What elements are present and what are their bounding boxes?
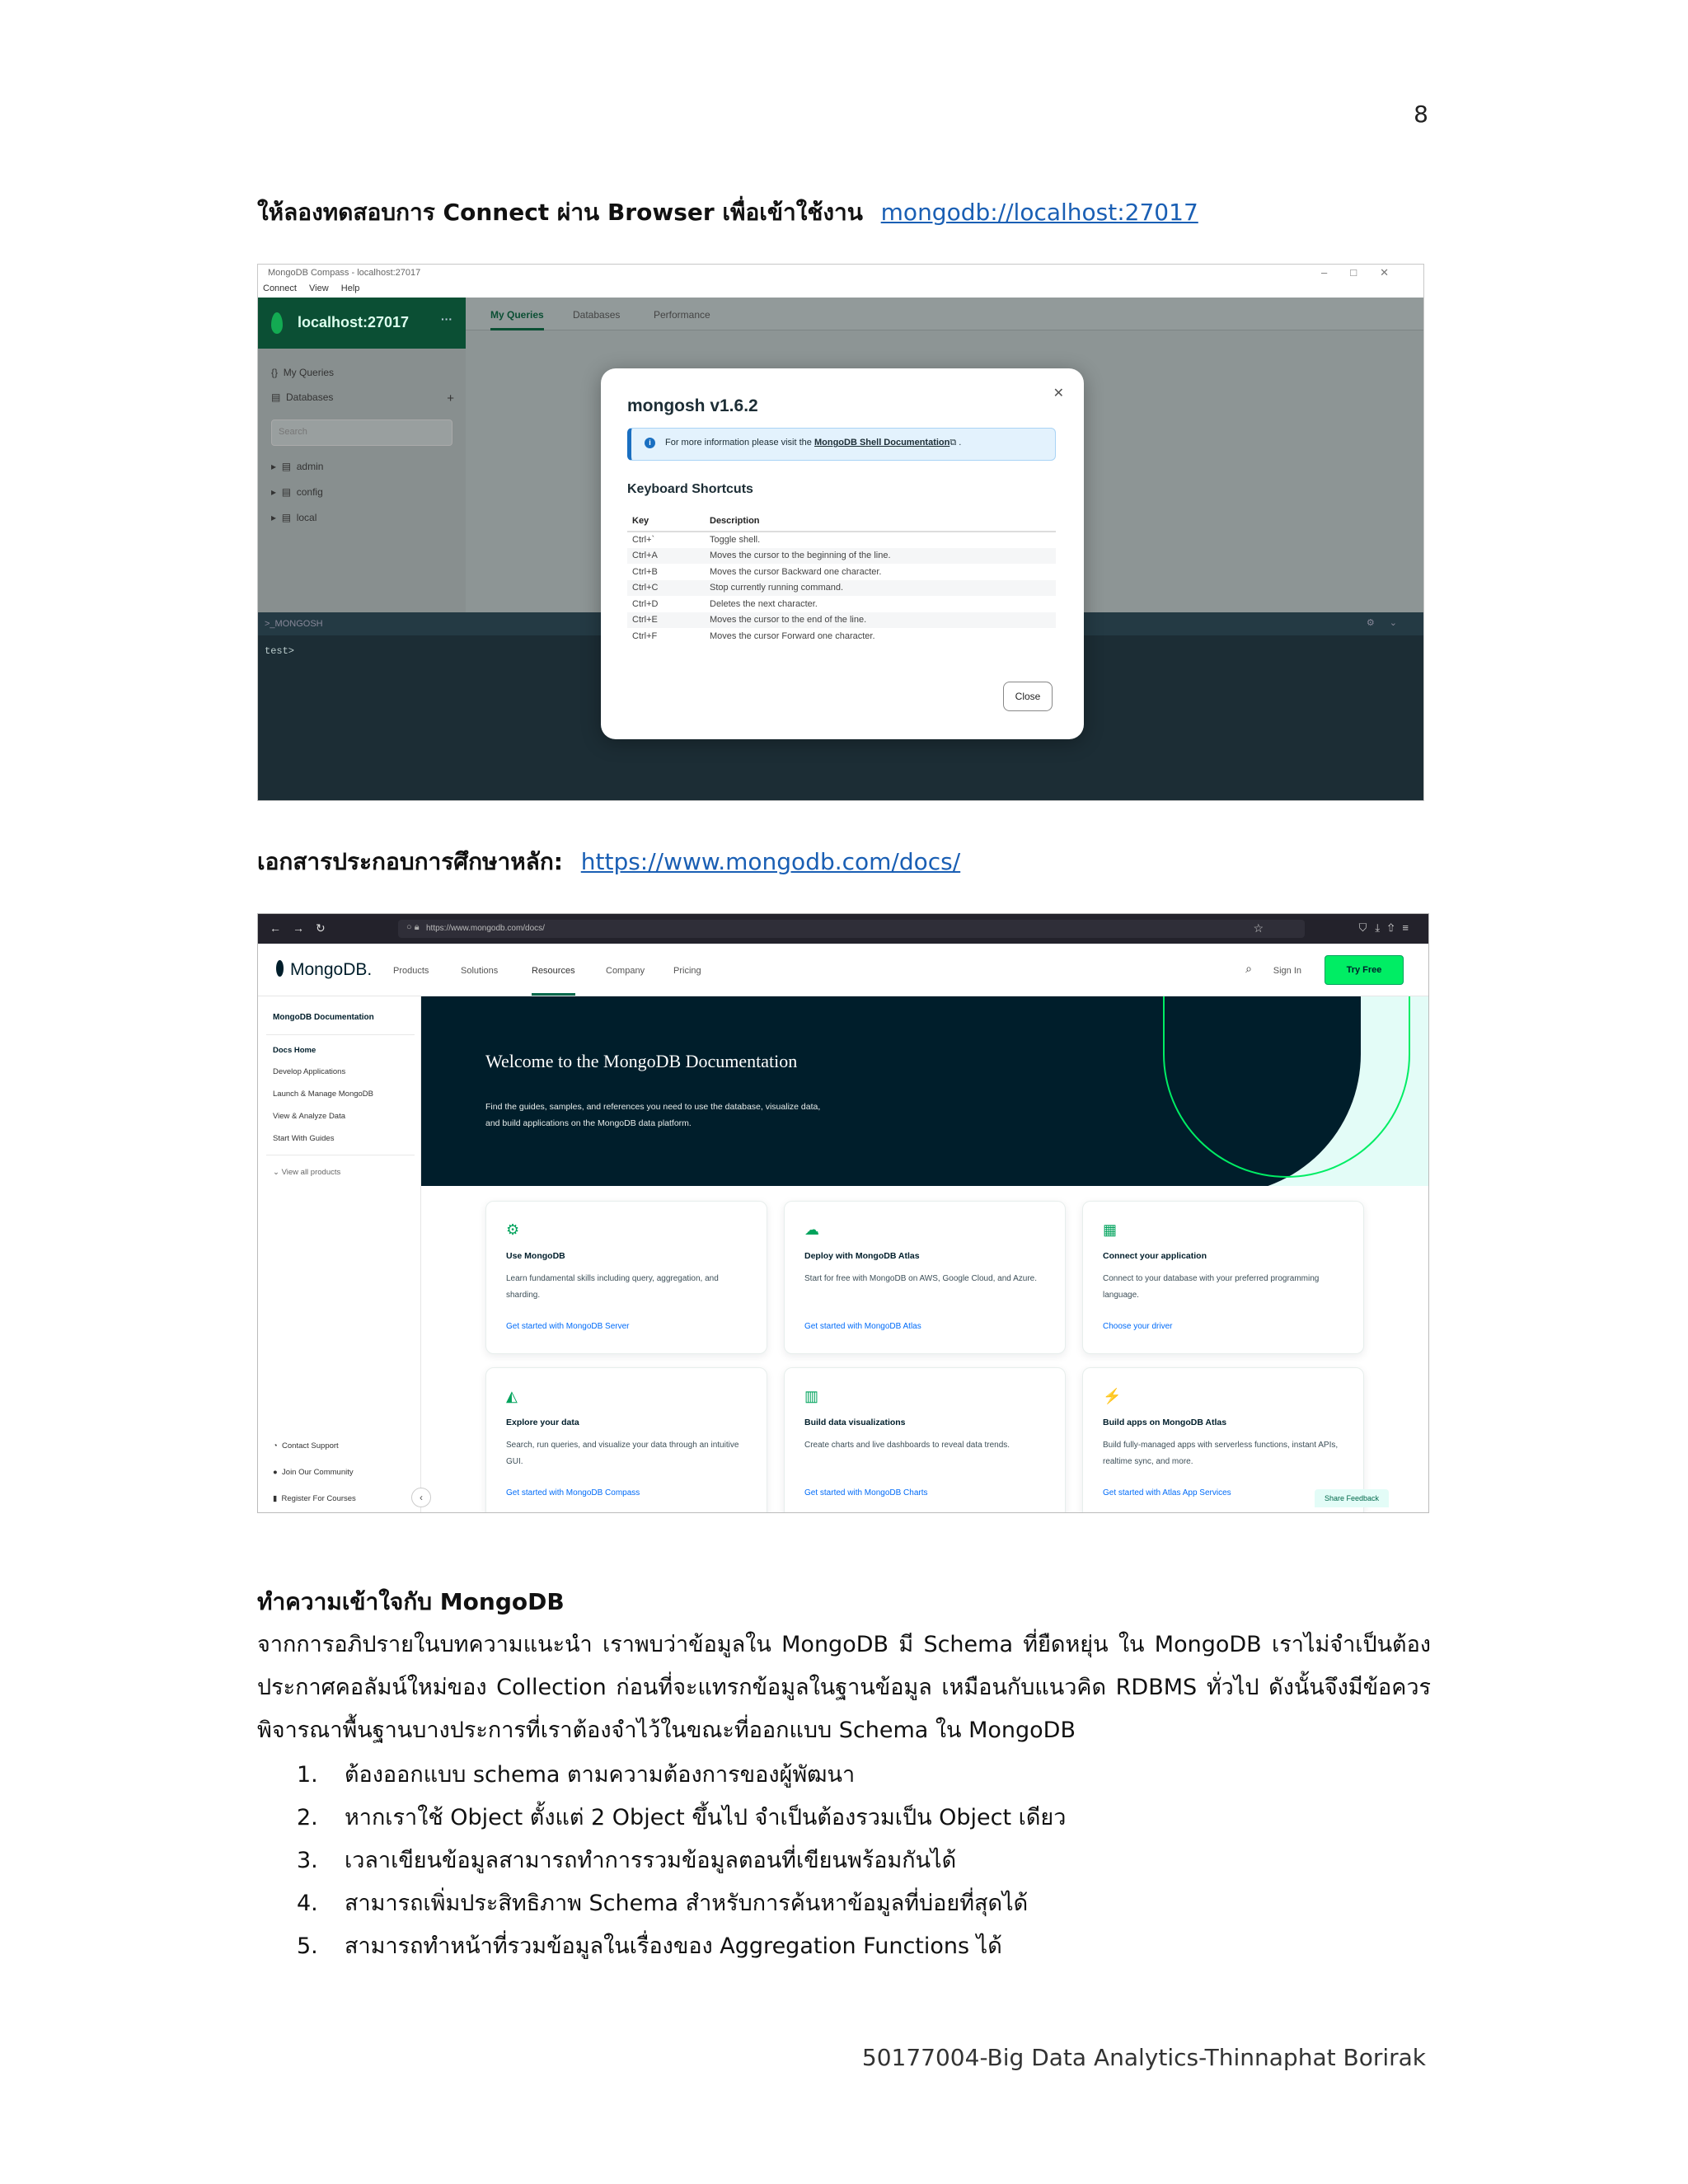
info-banner <box>627 428 1056 461</box>
chevron-right-icon: ▸ <box>271 486 277 498</box>
menu-bar <box>258 283 1423 298</box>
sidebar-item-guides[interactable]: Start With Guides <box>273 1134 335 1143</box>
sidebar-title: MongoDB Documentation <box>273 1013 374 1022</box>
list-number: 3. <box>297 1848 318 1873</box>
browser-extension-icons[interactable]: ⛉⤓⇧≡ <box>1358 921 1417 934</box>
browser-toolbar <box>258 914 1428 944</box>
hero-banner <box>421 996 1429 1186</box>
shortcut-desc: Deletes the next character. <box>710 598 818 609</box>
compass-tabs <box>466 298 1424 330</box>
join-community[interactable] <box>273 1468 354 1477</box>
list-text: สามารถทำหน้าที่รวมข้อมูลในเรื่องของ Aggregation Functions ได้ <box>345 1933 1002 1959</box>
shell-prompt[interactable]: test> <box>265 645 295 657</box>
list-item <box>297 1840 1368 1882</box>
database-icon: ▤ <box>281 486 292 498</box>
more-options-icon[interactable]: ··· <box>441 312 452 326</box>
tab-performance[interactable]: Performance <box>654 309 710 321</box>
sidebar-item-launch[interactable]: Launch & Manage MongoDB <box>273 1090 373 1099</box>
list-number: 2. <box>297 1805 318 1830</box>
mongodb-localhost-link[interactable]: mongodb://localhost:27017 <box>880 199 1198 226</box>
card-title: Build data visualizations <box>804 1418 906 1427</box>
table-row <box>627 612 1056 629</box>
shortcut-key: Ctrl+A <box>627 548 710 565</box>
card-link[interactable]: Get started with MongoDB Atlas <box>804 1322 921 1331</box>
view-all-label: View all products <box>281 1168 341 1177</box>
contact-support[interactable] <box>273 1441 339 1451</box>
menu-view[interactable]: View <box>309 284 329 293</box>
shell-docs-link[interactable]: MongoDB Shell Documentation <box>814 438 950 448</box>
logo-text: MongoDB. <box>290 960 373 979</box>
list-number: 1. <box>297 1762 318 1788</box>
col-key: Key <box>627 510 710 532</box>
docs-site <box>258 944 1428 1513</box>
card-explore-data[interactable] <box>485 1367 767 1513</box>
docs-sidebar <box>258 996 421 1513</box>
table-row <box>627 596 1056 612</box>
table-row <box>627 548 1056 565</box>
sidebar-item-view-analyze[interactable]: View & Analyze Data <box>273 1112 346 1121</box>
compass-sidebar <box>258 349 466 612</box>
shortcut-desc: Moves the cursor Forward one character. <box>710 630 875 641</box>
add-database-icon[interactable]: + <box>447 391 454 405</box>
shell-settings-icon[interactable]: ⚙⌄ <box>1366 618 1412 628</box>
card-link[interactable]: Get started with Atlas App Services <box>1103 1488 1231 1497</box>
card-title: Connect your application <box>1103 1251 1207 1261</box>
sign-in-link[interactable]: Sign In <box>1273 966 1301 976</box>
card-description: Create charts and live dashboards to reveal data trends. <box>804 1441 1010 1450</box>
page-footer: 50177004-Big Data Analytics-Thinnaphat Borirak <box>861 2044 1426 2071</box>
list-text: สามารถเพิ่มประสิทธิภาพ Schema สำหรับการค้นหาข้อมูลที่บ่อยที่สุดได้ <box>345 1891 1029 1916</box>
card-description: Search, run queries, and visualize your data through an intuitive GUI. <box>506 1441 739 1466</box>
list-text: หากเราใช้ Object ตั้งแต่ 2 Object ขึ้นไป จำเป็นต้องรวมเป็น Object เดียว <box>345 1805 1067 1830</box>
close-button[interactable]: Close <box>1003 682 1053 711</box>
link-label: Register For Courses <box>281 1494 356 1503</box>
tab-databases[interactable]: Databases <box>573 309 621 321</box>
window-controls[interactable]: –□✕ <box>1321 266 1412 279</box>
nav-company[interactable]: Company <box>606 966 645 976</box>
shortcut-key: Ctrl+` <box>632 535 655 546</box>
view-all-products[interactable] <box>273 1168 340 1177</box>
card-description: Build fully-managed apps with serverless functions, instant APIs, realtime sync, and more. <box>1103 1441 1339 1466</box>
list-item <box>297 1797 1368 1840</box>
shortcut-desc: Toggle shell. <box>710 535 761 546</box>
nav-resources[interactable]: Resources <box>532 966 575 996</box>
card-title: Deploy with MongoDB Atlas <box>804 1251 920 1261</box>
list-number: 4. <box>297 1891 318 1916</box>
card-link[interactable]: Get started with MongoDB Compass <box>506 1488 640 1497</box>
db-label: local <box>296 512 317 523</box>
modal-title: mongosh v1.6.2 <box>627 396 758 415</box>
card-deploy-atlas[interactable] <box>784 1201 1066 1354</box>
connection-header[interactable] <box>258 298 466 349</box>
db-item-config[interactable] <box>271 486 323 498</box>
connection-name: localhost:27017 <box>298 314 410 330</box>
shortcut-key: Ctrl+D <box>632 598 659 609</box>
section-heading-docs <box>257 844 960 880</box>
body-paragraph: จากการอภิปรายในบทความแนะนำ เราพบว่าข้อมูลใน MongoDB มี Schema ที่ยืดหยุ่น ใน MongoDB เราไม่จำเป็นต้องประกาศคอลัมน์ใหม่ของ Collection ก่อนที่จะแทรกข้อมูลในฐานข้อมูล เหมือนกับแนวคิด RDBMS ทั่วไป ดังนั้นจึงมีข้อควรพิจารณาพื้นฐานบางประการที่เราต้องจำไว้ในขณะที่ออกแบบ Schema ใน MongoDB <box>257 1632 1431 1743</box>
db-item-admin[interactable] <box>271 461 323 472</box>
shortcut-desc: Moves the cursor to the beginning of the line. <box>710 548 1056 565</box>
shortcut-key: Ctrl+B <box>632 566 658 577</box>
gear-icon: ⚙ <box>506 1221 520 1238</box>
card-link[interactable]: Get started with MongoDB Server <box>506 1322 630 1331</box>
nav-solutions[interactable]: Solutions <box>461 966 499 976</box>
list-text: เวลาเขียนข้อมูลสามารถทำการรวมข้อมูลตอนที่เขียนพร้อมกันได้ <box>345 1848 957 1873</box>
db-label: admin <box>296 461 324 472</box>
braces-icon: {} <box>271 367 279 378</box>
browser-window-icon: ▦ <box>1103 1221 1118 1238</box>
card-description: Connect to your database with your preferred programming language. <box>1103 1274 1320 1300</box>
chevron-right-icon: ▸ <box>271 461 277 472</box>
site-nav <box>258 944 1428 996</box>
window-titlebar <box>258 265 1423 283</box>
link-label: Contact Support <box>282 1441 339 1451</box>
mongodb-docs-link[interactable]: https://www.mongodb.com/docs/ <box>580 848 961 875</box>
heading-text: ให้ลองทดสอบการ Connect ผ่าน Browser เพื่อเข้าใช้งาน <box>257 199 863 226</box>
card-link[interactable]: Get started with MongoDB Charts <box>804 1488 928 1497</box>
sidebar-search-input[interactable]: Search <box>271 419 452 446</box>
list-text: ต้องออกแบบ schema ตามความต้องการของผู้พัฒนา <box>345 1762 856 1788</box>
info-text: For more information please visit the <box>665 438 812 448</box>
card-title: Explore your data <box>506 1418 579 1427</box>
lock-icon: ○ 🔒︎ <box>406 922 420 932</box>
shortcuts-title: Keyboard Shortcuts <box>627 482 753 496</box>
table-row <box>627 628 1056 644</box>
close-icon[interactable]: ✕ <box>1053 387 1064 401</box>
bookmark-star-icon[interactable]: ☆ <box>1253 921 1264 935</box>
hero-title: Welcome to the MongoDB Documentation <box>485 1051 798 1071</box>
table-row <box>627 564 1056 580</box>
db-label: config <box>296 486 323 498</box>
chevron-down-icon: ⌄ <box>273 1168 279 1177</box>
hero-line: Find the guides, samples, and references you need to use the database, visualize data, <box>485 1102 821 1112</box>
list-item <box>297 1754 1368 1797</box>
link-label: Join Our Community <box>282 1468 354 1477</box>
support-icon: ◔ <box>273 1441 278 1451</box>
collapse-sidebar-button[interactable]: ‹ <box>411 1488 431 1507</box>
external-link-icon: ⧉ <box>950 438 957 448</box>
table-row <box>627 580 1056 597</box>
sidebar-item-my-queries[interactable] <box>271 367 334 378</box>
bolt-icon: ⚡ <box>1103 1388 1122 1404</box>
try-free-button[interactable]: Try Free <box>1325 955 1404 985</box>
shortcut-desc: Moves the cursor Backward one character. <box>710 566 882 577</box>
nav-pricing[interactable]: Pricing <box>673 966 701 976</box>
card-connect-app[interactable] <box>1082 1201 1364 1354</box>
tab-my-queries[interactable]: My Queries <box>490 309 544 330</box>
list-item <box>297 1925 1368 1968</box>
shortcut-key: Ctrl+F <box>632 630 658 641</box>
card-description: Start for free with MongoDB on AWS, Google Cloud, and Azure. <box>804 1274 1037 1283</box>
shortcut-key: Ctrl+E <box>627 612 710 629</box>
list-item <box>297 1882 1368 1925</box>
card-build-visualizations[interactable] <box>784 1367 1066 1513</box>
address-bar[interactable]: https://www.mongodb.com/docs/ <box>398 920 1305 938</box>
sidebar-item-docs-home[interactable]: Docs Home <box>273 1046 316 1055</box>
leaf-icon <box>276 960 284 977</box>
person-icon: ● <box>273 1468 278 1477</box>
section-heading-understanding: ทำความเข้าใจกับ MongoDB <box>257 1588 565 1615</box>
window-title: MongoDB Compass - localhost:27017 <box>268 268 421 278</box>
shortcut-desc: Stop currently running command. <box>710 580 1056 597</box>
database-icon: ▤ <box>271 391 281 403</box>
list-number: 5. <box>297 1933 318 1959</box>
card-use-mongodb[interactable] <box>485 1201 767 1354</box>
database-icon: ▤ <box>281 461 292 472</box>
sidebar-label: Databases <box>286 391 334 403</box>
search-icon[interactable]: ⌕ <box>1245 962 1252 975</box>
sidebar-item-databases[interactable] <box>271 391 454 403</box>
compass-icon: ◭ <box>506 1388 518 1404</box>
db-item-local[interactable] <box>271 512 316 523</box>
card-title: Build apps on MongoDB Atlas <box>1103 1418 1227 1427</box>
chevron-right-icon: ▸ <box>271 512 277 523</box>
col-description: Description <box>710 510 1056 532</box>
shell-label: >_MONGOSH <box>265 619 323 629</box>
info-suffix: . <box>959 438 962 448</box>
card-title: Use MongoDB <box>506 1251 565 1261</box>
docs-screenshot <box>257 913 1429 1513</box>
compass-screenshot <box>257 264 1424 801</box>
card-link[interactable]: Choose your driver <box>1103 1322 1173 1331</box>
page-number: 8 <box>1414 101 1428 128</box>
register-courses[interactable] <box>273 1494 356 1503</box>
browser-nav-icons[interactable]: ←→↻ <box>270 921 337 935</box>
design-considerations-list <box>297 1754 1368 1968</box>
menu-help[interactable]: Help <box>340 284 360 293</box>
info-icon: i <box>645 438 655 448</box>
hero-subtitle <box>485 1099 947 1132</box>
table-row <box>627 532 1056 548</box>
shortcut-desc: Moves the cursor to the end of the line. <box>710 612 1056 629</box>
section-heading-connect <box>257 194 1198 231</box>
shortcut-key: Ctrl+C <box>627 580 710 597</box>
book-icon: ▮ <box>273 1494 278 1503</box>
database-icon: ▤ <box>281 512 292 523</box>
card-description: Learn fundamental skills including query, aggregation, and sharding. <box>506 1274 719 1300</box>
bar-chart-icon: ▥ <box>804 1388 819 1404</box>
divider <box>266 1034 415 1035</box>
nav-products[interactable]: Products <box>393 966 429 976</box>
shortcuts-table <box>627 510 1056 644</box>
share-feedback-button[interactable]: Share Feedback <box>1315 1489 1389 1507</box>
mongodb-logo[interactable] <box>276 960 372 980</box>
mongodb-leaf-icon <box>271 312 283 334</box>
mongosh-info-modal <box>601 368 1084 739</box>
hero-line: and build applications on the MongoDB data platform. <box>485 1118 692 1128</box>
cloud-icon: ☁ <box>804 1221 819 1238</box>
sidebar-label: My Queries <box>283 367 335 378</box>
heading-text: เอกสารประกอบการศึกษาหลัก: <box>257 848 563 875</box>
menu-connect[interactable]: Connect <box>263 284 297 293</box>
sidebar-item-develop[interactable]: Develop Applications <box>273 1067 346 1076</box>
